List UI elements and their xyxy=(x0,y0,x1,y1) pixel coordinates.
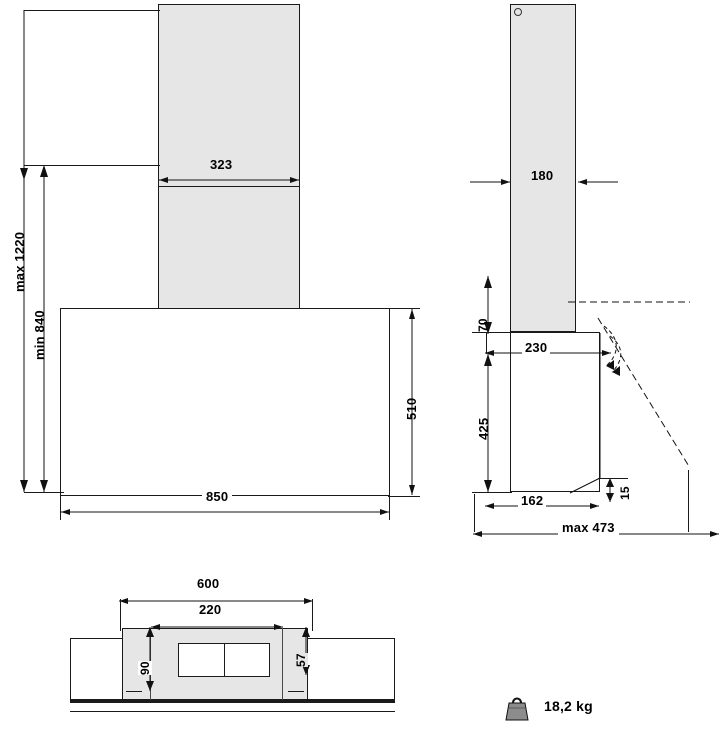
dim-1220-ext-top xyxy=(24,10,160,11)
dim-473-ext-right xyxy=(688,470,689,532)
dim-230-label: 230 xyxy=(522,340,550,355)
front-hood-body xyxy=(60,308,390,496)
dim-max-1220-label: max 1220 xyxy=(12,231,27,292)
dim-57-label: 57 xyxy=(294,653,308,667)
weight-block xyxy=(500,690,680,730)
dim-510-ext-bottom xyxy=(388,496,420,497)
dim-180 xyxy=(470,168,618,192)
dim-70-ext xyxy=(472,332,512,333)
side-chimney-vent-icon xyxy=(514,8,522,16)
dim-min-840-label: min 840 xyxy=(32,310,47,360)
dim-15-label: 15 xyxy=(618,486,632,500)
dim-600-label: 600 xyxy=(193,576,223,591)
dim-473-ext-left xyxy=(474,494,475,532)
dim-220 xyxy=(150,602,284,635)
dim-180-label: 180 xyxy=(528,168,556,183)
dim-162-label: 162 xyxy=(518,493,546,508)
dim-90 xyxy=(142,627,158,693)
top-foot-right xyxy=(288,691,304,692)
dim-510-label: 510 xyxy=(404,397,419,420)
dim-15-ext xyxy=(598,478,628,479)
dim-600-ext-left xyxy=(120,599,121,631)
dim-220-label: 220 xyxy=(195,602,225,617)
dim-425-ext-bottom xyxy=(472,492,512,493)
dim-510-ext-top xyxy=(388,308,420,309)
dim-323 xyxy=(158,157,300,190)
top-inner-edge-right xyxy=(282,628,283,700)
dim-162 xyxy=(484,493,600,514)
dim-max-473-label: max 473 xyxy=(558,520,619,535)
dim-850 xyxy=(60,489,390,519)
weight-label: 18,2 kg xyxy=(544,698,593,714)
dim-max-473 xyxy=(472,520,720,542)
top-bottom-strip-2 xyxy=(70,711,395,712)
dim-15 xyxy=(602,478,618,504)
dim-70-label: 70 xyxy=(476,318,490,332)
top-filter-divider xyxy=(224,643,225,677)
dim-90-label: 90 xyxy=(138,661,152,675)
dim-230 xyxy=(484,340,612,361)
dim-323-label: 323 xyxy=(206,157,236,172)
top-foot-left xyxy=(126,691,142,692)
top-bottom-strip xyxy=(70,700,395,703)
side-view xyxy=(440,0,722,560)
dim-850-label: 850 xyxy=(202,489,232,504)
dim-425-label: 425 xyxy=(476,417,491,440)
dim-840-ext-bottom xyxy=(24,492,64,493)
front-view xyxy=(0,0,430,540)
dim-57 xyxy=(298,627,314,677)
side-open-outline xyxy=(568,296,692,476)
dim-230-ext-left xyxy=(486,332,487,354)
weight-icon xyxy=(500,690,534,724)
top-view xyxy=(60,575,400,735)
